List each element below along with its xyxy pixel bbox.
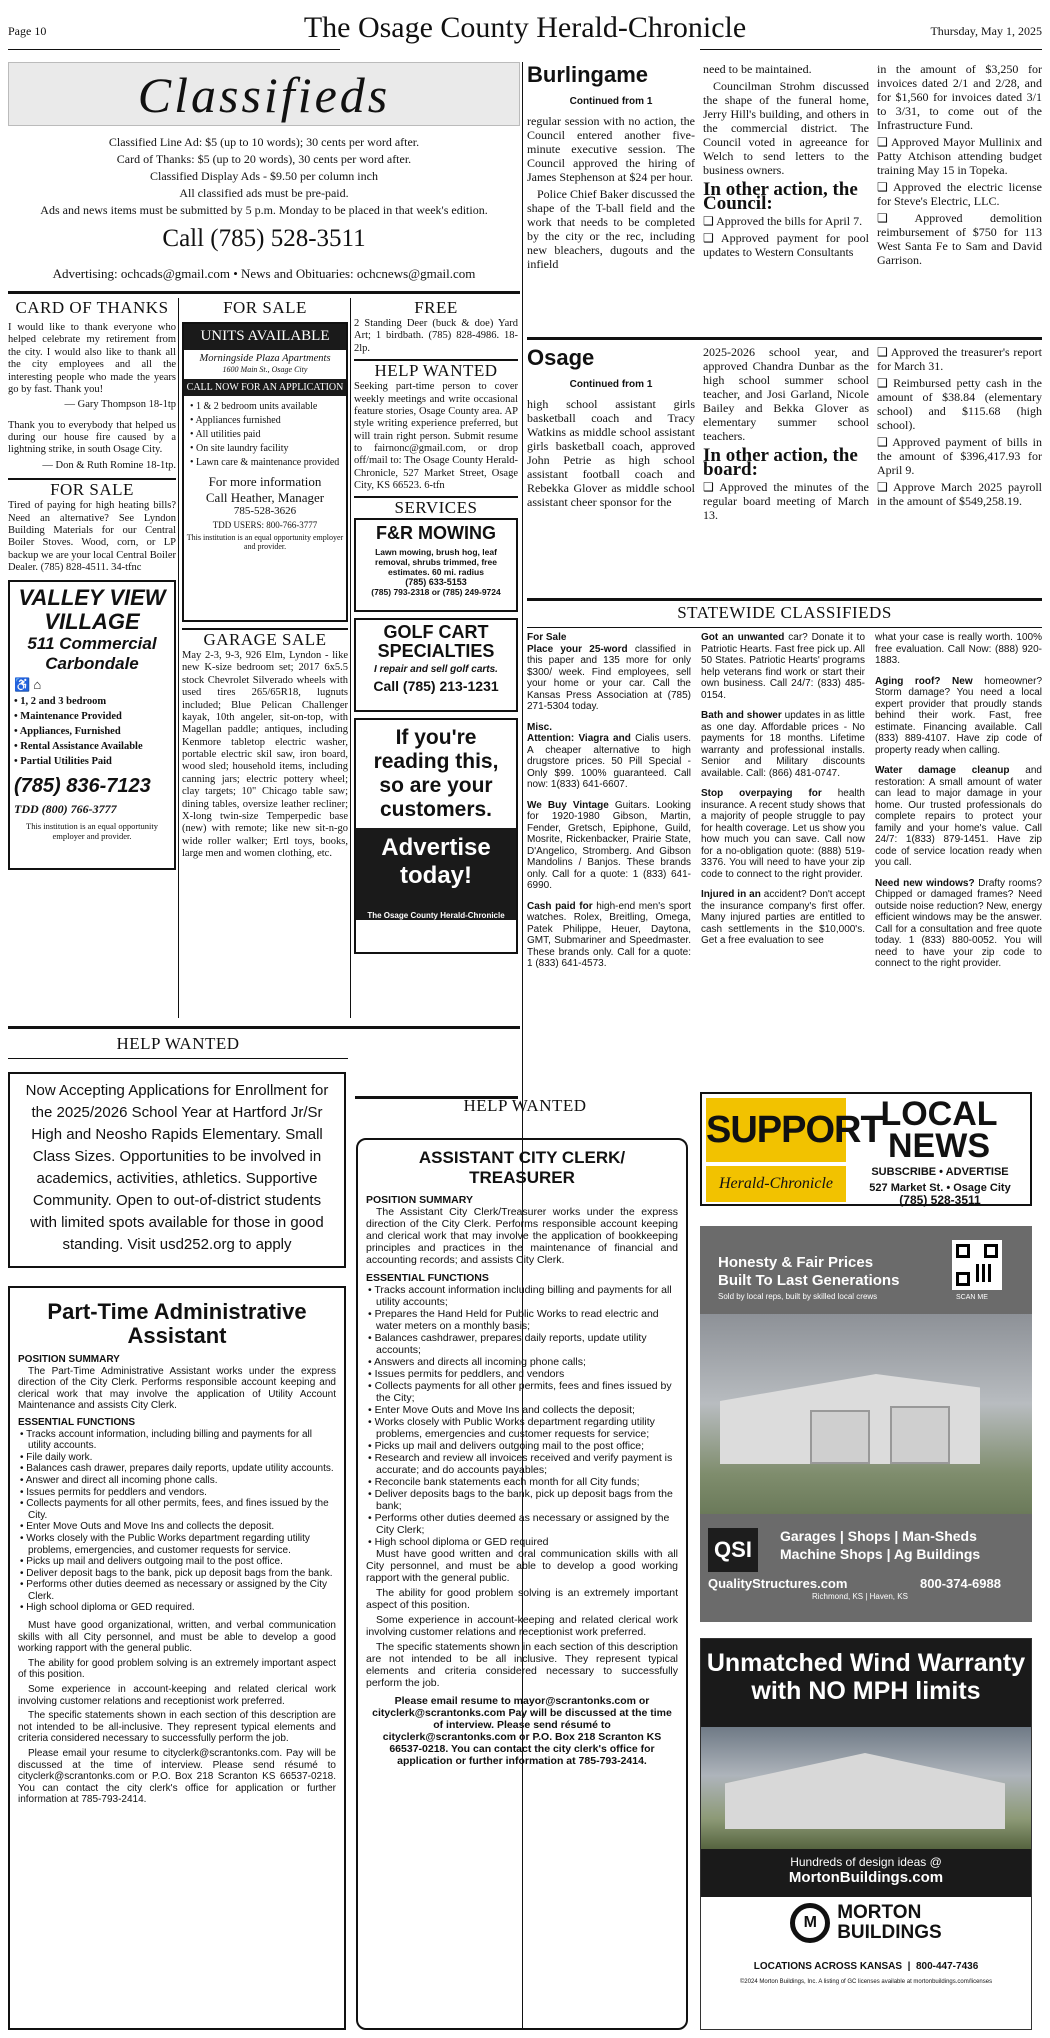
acc-p4: The specific statements shown in each section of this description are not intended to be all inclusive. They represent typical elements and criteria considered necessary to successfully perform the job.	[366, 1641, 678, 1689]
statewide-ad	[701, 710, 865, 779]
valley-item: • Partial Utilities Paid	[14, 755, 112, 767]
statewide-text: car? Donate it to Patriotic Hearts. Fast free pick up. All 50 States. Patriotic Hearts' programs help veterans find work or start their own business. Call 24/7: (833) 485-0154.	[701, 632, 866, 701]
school-enrollment-ad: Now Accepting Applications for Enrollment for the 2025/2026 School Year at Hartford Jr/Sr High and Neosho Rapids Elementary. Small Class Sizes. Opportunities to be involved in academics, activities, athletics. Supportive Community. Open to out-of-district students with limited spots available for those in good standing. Visit usd252.org to apply	[8, 1072, 346, 1268]
statewide-ad	[701, 788, 865, 880]
statewide-head: STATEWIDE CLASSIFIEDS	[677, 603, 892, 622]
barn-photo	[701, 1727, 1031, 1849]
continued: Continued from 1	[569, 378, 653, 390]
acc-functions	[366, 1284, 678, 1548]
part-time-admin-ad	[8, 1286, 346, 2030]
thanks-2: Thank you to everybody that helped us during our house fire caused by a lightning strike, in south Osage City.	[8, 419, 176, 456]
paper-title: The Osage County Herald-Chronicle	[303, 11, 747, 44]
osage-story	[527, 345, 1042, 590]
support-phone: (785) 528-3511	[899, 1193, 981, 1207]
advertise-ad	[354, 718, 518, 954]
unit-item: • All utilities paid	[190, 429, 261, 441]
morningside-ad	[182, 322, 348, 622]
advertise-hook: If you're reading this, so are your customers.	[373, 725, 499, 821]
morton-logo	[701, 1897, 1031, 1957]
burlingame-item: ❑ Approved the electric license for Steve's Electric, LLC.	[877, 180, 1042, 208]
function-item: • Performs other duties deemed as necessary or assigned by the City Clerk.	[20, 1579, 327, 1602]
morton-url: MortonBuildings.com	[788, 1869, 944, 1887]
statewide-lead: Injured in an	[701, 889, 761, 900]
other-action-head: In other action, the board:	[703, 445, 858, 480]
burlingame-story	[527, 62, 1042, 332]
qr-code-icon	[952, 1240, 1002, 1290]
continued: Continued from 1	[569, 95, 653, 107]
statewide-lead: Aging roof? New	[875, 675, 973, 687]
osage-item: ❑ Approve March 2025 payroll in the amount of $549,258.19.	[877, 480, 1042, 508]
valley-item: • Appliances, Furnished	[14, 725, 121, 737]
morningside-tdd: TDD USERS: 800-766-3777	[212, 519, 318, 530]
garage-head: GARAGE SALE	[203, 630, 327, 649]
acc-p1: Must have good written and oral communication skills with all City personnel, and must be able to develop a good working rapport with the general public.	[366, 1548, 678, 1584]
for-sale-head-2: FOR SALE	[223, 298, 307, 317]
function-item: • Picks up mail and delivers outgoing mail to the post office.	[20, 1556, 283, 1568]
pta-title: Part-Time Administrative Assistant	[47, 1299, 307, 1348]
function-item: • Issues permits for peddlers and vendors.	[20, 1486, 207, 1498]
manager: Call Heather, Manager	[205, 489, 325, 505]
function-item: • Research and review all invoices received and verify payment is accurate; and do accounts payables;	[368, 1452, 673, 1476]
morningside-foot: This institution is an equal opportunity employer and provider.	[186, 532, 344, 551]
classified-emails: Advertising: ochcads@gmail.com • News and Obituaries: ochcnews@gmail.com	[52, 266, 476, 281]
fr-mowing-ad	[354, 518, 518, 612]
function-item: • Issues permits for peddlers, and vendors	[368, 1368, 565, 1380]
qsi-ad	[700, 1226, 1032, 1622]
valley-tdd: TDD (800) 766-3777	[14, 802, 117, 817]
acc-title: ASSISTANT CITY CLERK/ TREASURER	[418, 1148, 626, 1187]
pta-p3: Some experience in account-keeping and related clerical work involving customer relations and receptionist work preferred.	[18, 1684, 336, 1707]
qsi-h1: Honesty & Fair Prices	[718, 1254, 874, 1271]
thanks-2-sig: — Don & Ruth Romine 18-1tp.	[42, 459, 176, 471]
morton-h1: Unmatched Wind Warranty	[706, 1649, 1026, 1677]
issue-date: Thursday, May 1, 2025	[930, 24, 1042, 38]
thanks-1: I would like to thank everyone who helped celebrate my retirement from the city. I would also like to thank all the city employees and all the interesting people who made the years go by fast. Thank you!	[8, 322, 176, 395]
rate-line-ad: Classified Line Ad: $5 (up to 10 words); 30 cents per word after.	[108, 135, 420, 149]
statewide-text: what your case is really worth. 100% free evaluation. Call Now: (888) 920-1883.	[875, 632, 1042, 666]
function-item: • Prepares the Hand Held for Public Works to read electric and water meters on a monthly basis;	[368, 1308, 659, 1332]
statewide-lead: Need new windows?	[875, 877, 975, 889]
pta-p5: Please email your resume to cityclerk@scrantonks.com. Pay will be discussed at the time of interview. Please send résumé to cityclerk@scrantonks.com or P.O. Box 218 Scranton KS 66537-0218. You can contact the city clerk's office for application or further information at 785-793-2414.	[18, 1748, 336, 1806]
statewide-lead: Place your 25-word	[527, 643, 628, 655]
function-item: • Works closely with Public Works department regarding utility problems, emergencies and customer requests for service;	[368, 1416, 655, 1440]
free-head: FREE	[414, 298, 458, 317]
qsi-loc: Richmond, KS | Haven, KS	[812, 1592, 908, 1601]
fr-title: F&R MOWING	[376, 522, 496, 543]
valley-view-ad	[8, 580, 176, 870]
scan-me: SCAN ME	[956, 1294, 988, 1301]
statewide-lead: Water damage cleanup	[875, 765, 1010, 776]
pta-ps: POSITION SUMMARY	[18, 1354, 120, 1365]
help-head-small: HELP WANTED	[374, 361, 498, 381]
valley-item: • Rental Assistance Available	[14, 740, 143, 752]
statewide-text: homeowner? Storm damage? You need a local expert provider that proudly stands behind their work. Fast, free estimate. Financing available. Call (833) 889-4107. Have zip code of property ready when calling.	[875, 675, 1043, 756]
unit-item: • Lawn care & maintenance provided	[190, 457, 340, 469]
help-head-mid: HELP WANTED	[463, 1096, 587, 1115]
help-head-left: HELP WANTED	[116, 1034, 240, 1053]
osage-head: Osage	[527, 345, 595, 370]
osage-item: ❑ Approved the minutes of the regular board meeting of March 13.	[703, 480, 869, 522]
function-item: • Works closely with the Public Works department regarding utility problems, emergencies, and customer requests for service.	[20, 1532, 310, 1556]
support-word: SUPPORT	[706, 1098, 846, 1162]
morton-loc: LOCATIONS ACROSS KANSAS	[753, 1961, 903, 1972]
unit-item: • On site laundry facility	[190, 443, 289, 455]
manager-phone: 785-528-3626	[233, 504, 297, 517]
valley-phone: (785) 836-7123	[14, 774, 151, 797]
subscribe: SUBSCRIBE • ADVERTISE	[871, 1166, 1009, 1178]
fr-phone: (785) 633-5153	[405, 576, 467, 587]
classified-phone: Call (785) 528-3511	[162, 225, 366, 252]
classifieds-header	[8, 62, 520, 296]
thanks-1-sig: — Gary Thompson 18-1tp	[64, 399, 176, 411]
fr-text: Lawn mowing, brush hog, leaf removal, shrubs trimmed, free estimates. 60 mi. radius	[375, 546, 497, 577]
morton-h2: with NO MPH limits	[751, 1677, 981, 1705]
function-item: • High school diploma or GED required.	[20, 1602, 195, 1614]
local-news-word: LOCAL NEWS	[880, 1095, 998, 1165]
qsi-h3: Sold by local reps, built by skilled local crews	[718, 1292, 878, 1301]
for-sale-head: FOR SALE	[50, 480, 134, 500]
other-action-head: In other action, the Council:	[703, 179, 858, 214]
rate-display: Classified Display Ads - $9.50 per column inch	[150, 169, 378, 183]
free-text: 2 Standing Deer (buck & doe) Yard Art; 1 birdbath. (785) 828-4986. 18-2lp.	[354, 318, 518, 354]
pta-p1: Must have good organizational, written, and verbal communication skills with all City personnel, and must be able to develop a good working rapport with the general public.	[18, 1620, 336, 1655]
statewide-ad	[875, 632, 1042, 667]
statewide-ad	[527, 800, 691, 892]
unit-item: • Appliances furnished	[190, 415, 281, 427]
statewide-text: and restoration: A small amount of water can lead to major damage in your home. Our trusted professionals do complete repairs to protect your family and your home's value. Call 24/7: 1(833) 879-1451. Have zip code of service location ready when you call.	[875, 765, 1042, 868]
morton-ideas: Hundreds of design ideas @	[790, 1855, 942, 1869]
qsi-h2: Built To Last Generations	[718, 1272, 900, 1289]
statewide-ad	[875, 878, 1042, 970]
rate-prepaid: All classified ads must be pre-paid.	[179, 186, 349, 200]
units-available: UNITS AVAILABLE	[184, 324, 346, 350]
burlingame-item: ❑ Approved Mayor Mullinix and Patty Atchison attending budget training May 15 in Topeka.	[877, 135, 1042, 177]
statewide-lead: Attention: Viagra and	[527, 733, 631, 744]
function-item: • High school diploma or GED required	[368, 1536, 549, 1548]
statewide-lead: Cash paid for	[527, 900, 593, 912]
garage-text: May 2-3, 9-3, 926 Elm, Lyndon - like new K-size bedroom set; 2017 6x5.5 stock Chevrolet Silverado wheels with used tires 265/65R18, lugnuts included; Blue Pelican Challenger kayak, 10th angeler, sit-on-top, with Magellan paddle; antiques, including Kenmore tabletop electric washer, portable electric skil saw, iron board, wood sled; household items, including canning jars; electric pottery wheel; clay targets; 10" Chicago table saw; dining tables, oversize leather recliner; X-long twin-size Temperpedic base (new) with remote; like new sit-n-go wide roller walker; Ertl toys, books, large men and women clothing, etc.	[182, 650, 348, 860]
qsi-l1: Garages | Shops | Man-Sheds	[780, 1528, 977, 1544]
paper-logo: Herald-Chronicle	[706, 1166, 846, 1202]
pta-functions	[18, 1429, 336, 1615]
statewide-ad	[527, 901, 691, 970]
statewide-text: classified in this paper and 135 more for only $300/ week. Find employees, sell your home or your car. Call the Kansas Press Association at (785) 271-5304 today.	[527, 643, 692, 712]
osage-item: ❑ Approved the treasurer's report for March 31.	[877, 345, 1042, 373]
function-item: • Balances cashdrawer, prepares daily reports, update utility accounts;	[368, 1332, 647, 1356]
morton-phone: 800-447-7436	[915, 1961, 979, 1972]
burlingame-p5: in the amount of $3,250 for invoices dated 2/1 and 2/28, and for $1,560 for invoices dated 3/1 to 3/31, to come out of the Infrastructure Fund.	[877, 62, 1042, 132]
function-item: • Picks up mail and delivers outgoing mail to the post office;	[368, 1440, 645, 1452]
valley-item: • Maintenance Provided	[14, 710, 122, 722]
statewide-text: Cialis users. A cheaper alternative to high drugstore prices. 50 Pill Special - Only $99. 100% guaranteed. Call now: 1(833) 641-6607.	[527, 733, 691, 790]
burlingame-p4: Councilman Strohm discussed the shape of the funeral home, Jerry Hill's building, and others in the commercial district. The Council voted in agreeance for Welch to send letters to the business owners.	[703, 79, 869, 177]
statewide-category: For Sale	[527, 632, 567, 643]
function-item: • Reconcile bank statements each month for all City funds;	[368, 1476, 640, 1488]
acc-ef: ESSENTIAL FUNCTIONS	[366, 1272, 489, 1284]
osage-item: ❑ Reimbursed petty cash in the amount of $38.84 (elementary school) and $115.68 (high school).	[877, 376, 1042, 432]
rates	[8, 134, 520, 219]
osage-p1: high school assistant girls basketball coach and Tracy Watkins as middle school assistant girls basketball coach, approved John Petrie as high school assistant football coach and Rebekka Glover as middle school assistant cheer sponsor for the	[527, 396, 695, 509]
masthead	[8, 10, 1042, 48]
call-now: CALL NOW FOR AN APPLICATION	[184, 379, 346, 397]
pta-ps-text: The Part-Time Administrative Assistant works under the express direction of the City Clerk. Performs responsible account keeping and clerical work that may involve the application of Utility Account Maintenance and assists City Clerk.	[18, 1365, 336, 1412]
advertise-footer: The Osage County Herald-Chronicle	[367, 910, 505, 920]
golf-cart-ad	[354, 618, 518, 712]
statewide-text: Drafty rooms? Chipped or damaged frames? Need outside noise reduction? New, energy efficient windows may be the answer. Call for a consultation and free quote today. 1 (833) 880-0052. You will need to have your zip code to connect to the right provider.	[875, 877, 1042, 969]
function-item: • Deliver deposits bags to the bank, pick up deposit bags from the bank;	[368, 1488, 673, 1512]
assistant-clerk-ad	[356, 1138, 688, 2030]
fr-phone2: (785) 793-2318 or (785) 249-9724	[371, 587, 501, 598]
function-item: • Collects payments for all other permits, fees and fines issued by the City;	[368, 1380, 672, 1404]
function-item: • Answers and directs all incoming phone calls;	[368, 1356, 586, 1368]
services-head: SERVICES	[394, 497, 478, 517]
statewide-ad	[527, 722, 691, 791]
function-item: • Enter Move Outs and Move Ins and collects the deposit.	[20, 1521, 275, 1533]
support-local-news-ad	[700, 1092, 1032, 1206]
function-item: • Collects payments for all other permits, fees, and fines issued by the City.	[20, 1498, 329, 1521]
qsi-url: QualityStructures.com	[708, 1576, 848, 1591]
function-item: • File daily work.	[20, 1451, 93, 1463]
function-item: • Answer and direct all incoming phone calls.	[20, 1474, 218, 1486]
garage-photo	[700, 1314, 1032, 1514]
function-item: • Tracks account information including billing and payments for all utility accounts;	[368, 1284, 672, 1308]
morton-ad: Unmatched Wind Warranty with NO MPH limits Hundreds of design ideas @ MortonBuildings.com M MORTON BUILDINGS LOCATIONS ACROSS KANSAS | 800-447-7436 ©2024 Morton Buildings, Inc. A listing of GC licenses available at mortonbuildings.com/licenses	[700, 1638, 1032, 2030]
help-small-text: Seeking part-time person to cover weekly meetings and write occasional feature stories, Osage County area. AP style writing experience preferred, but will train right person. Submit resume to fairnonc@gmail.com, or drop off/mail to: The Osage County Herald-Chronicle, 527 Market Street, Osage City, KS 66523. 6-tfn	[354, 381, 518, 492]
burlingame-item: ❑ Approved the bills for April 7.	[703, 214, 863, 228]
statewide-text: health insurance. A recent study shows that a majority of people struggle to pay for health coverage. Let us show you how much you can save. Call now for a no-obligation quote: (888) 519-3376. You will need to have your zip code to connect to the right provider.	[701, 788, 865, 880]
burlingame-head: Burlingame	[527, 62, 649, 87]
morton-logo-1: MORTON	[837, 1902, 922, 1923]
acc-ps-text: The Assistant City Clerk/Treasurer works under the express direction of the City Clerk. Performs responsible account keeping and clerical work that may involve the application of bookkeeping principles and practices in the maintenance of financial and accounting records; and assists City Clerk.	[366, 1206, 678, 1266]
qsi-logo: QSI	[708, 1528, 758, 1572]
qsi-l2: Machine Shops | Ag Buildings	[780, 1546, 981, 1562]
acc-p2: The ability for good problem solving is an extremely important aspect of this position.	[366, 1587, 678, 1611]
statewide-category: Misc.	[527, 721, 553, 733]
osage-p2: 2025-2026 school year, and approved Chandra Dunbar as the high school summer school teacher, and Josi Garland, Nicole Bailey and Bekka Glover as elementary summer school teachers.	[703, 345, 869, 443]
morningside-name: Morningside Plaza Apartments	[199, 352, 331, 364]
osage-item: ❑ Approved payment of bills in the amount of $396,417.93 for April 9.	[877, 435, 1042, 477]
valley-name: VALLEY VIEW VILLAGE	[18, 585, 166, 635]
morton-fine: ©2024 Morton Buildings, Inc. A listing of GC licenses available at mortonbuildings.com/licenses	[739, 1978, 993, 1985]
statewide-ad	[701, 889, 865, 947]
statewide-text: Guitars. Looking for 1920-1980 Gibson, Martin, Fender, Gretsch, Epiphone, Guild, Mosrite, Rickenbacker, Prairie State, D'Angelico, Stromberg. And Gibson Mandolins / Banjos. These brands only. Call for a quote: 1 (833) 641-6990.	[527, 799, 691, 891]
valley-item: • 1, 2 and 3 bedroom	[14, 695, 107, 707]
statewide-ad	[875, 765, 1042, 869]
burlingame-item: ❑ Approved demolition reimbursement of $750 for 113 West Santa Fe to Sam and David Garrison.	[877, 211, 1042, 267]
unit-item: • 1 & 2 bedroom units available	[190, 401, 318, 413]
page-number: Page 10	[8, 24, 47, 38]
acc-ps: POSITION SUMMARY	[366, 1194, 473, 1206]
rate-card-thanks: Card of Thanks: $5 (up to 20 words), 30 cents per word after.	[116, 152, 412, 166]
acc-p3: Some experience in account-keeping and related clerical work involving customer relations and receptionist work preferred.	[366, 1614, 678, 1638]
function-item: • Tracks account information, including billing and payments for all utility accounts.	[20, 1428, 312, 1452]
burlingame-item: ❑ Approved payment for pool updates to Western Consultants	[703, 231, 869, 259]
morton-headline	[701, 1639, 1031, 1727]
gc-phone: Call (785) 213-1231	[373, 678, 499, 695]
statewide-ad	[875, 676, 1042, 757]
acc-p5: Please email resume to mayor@scrantonks.com or cityclerk@scrantonks.com Pay will be discussed at the time of interview. Please send résumé to cityclerk@scrantonks.com or P.O. Box 218 Scranton KS 66537-0218. You can contact the city clerk's office for application or further information at 785-793-2414.	[372, 1695, 672, 1767]
statewide-ad	[701, 632, 865, 701]
statewide-text: accident? Don't accept the insurance company's first offer. Many injured parties are entitled to cash settlements in the $10,000's. Get a free evaluation to see	[701, 889, 865, 946]
rate-deadline: Ads and news items must be submitted by 5 p.m. Monday to be placed in that week's edition.	[40, 203, 488, 217]
col-1	[8, 298, 176, 1022]
card-thanks-head: CARD OF THANKS	[15, 298, 169, 317]
pta-p4: The specific statements shown in each section of this description are not intended to be all-inclusive. They represent typical elements and criteria considered necessary to successfully perform the job.	[18, 1710, 336, 1745]
col-3	[354, 298, 518, 1078]
pta-p2: The ability for good problem solving is an extremely important aspect of this position.	[18, 1657, 336, 1681]
statewide-ads	[527, 632, 1042, 1072]
gc-title: GOLF CART SPECIALTIES	[377, 621, 495, 661]
valley-addr: 511 Commercial Carbondale	[27, 634, 157, 674]
morton-logo-2: BUILDINGS	[837, 1922, 942, 1943]
function-item: • Performs other duties deemed as necessary or assigned by the City Clerk;	[368, 1512, 670, 1536]
function-item: • Balances cash drawer, prepares daily reports, update utility accounts.	[20, 1463, 334, 1475]
burlingame-p2: Police Chief Baker discussed the shape of the T-ball field and the work that needs to be completed by the city or the rec, including new bleachers, dugouts and the infield	[527, 186, 695, 271]
boiler-ad: Tired of paying for high heating bills? Need an alternative? See Lyndon Building Materials for our Central Boiler Stoves. Wood, corn, or LP backup we are your local Central Boiler Dealer. (785) 828-4511. 34-tfnc	[8, 500, 176, 574]
statewide-text: updates in as little as one day. Affordable prices - No payments for 18 months. Lifetime warranty and professional installs. Senior and Military discounts available. Call: (866) 481-0747.	[701, 710, 865, 779]
more-info: For more information	[208, 474, 322, 490]
pta-ef: ESSENTIAL FUNCTIONS	[18, 1416, 136, 1428]
statewide-lead: Bath and shower	[701, 710, 782, 721]
morton-m-icon: M	[790, 1903, 830, 1943]
gc-text: I repair and sell golf carts.	[374, 663, 498, 675]
function-item: • Enter Move Outs and Move Ins and collects the deposit;	[368, 1404, 635, 1416]
accessibility-icon: ♿ ⌂	[14, 676, 42, 692]
burlingame-p3: need to be maintained.	[703, 62, 812, 76]
statewide-text: high-end men's sport watches. Rolex, Breitling, Omega, Patek Philippe, Heuer, Daytona, GMT, Submariner and Speedmaster. These brands only. Call for a quote: 1 (833) 641-4573.	[527, 900, 691, 969]
statewide-lead: Got an unwanted	[701, 632, 785, 643]
statewide-ad	[527, 632, 691, 713]
classifieds-banner: Classifieds	[8, 62, 520, 126]
qsi-phone: 800-374-6988	[920, 1576, 1001, 1591]
statewide-lead: We Buy Vintage	[527, 799, 609, 811]
support-addr: 527 Market St. • Osage City	[869, 1182, 1011, 1194]
col-2	[182, 298, 348, 1022]
valley-foot: This institution is an equal opportunity employer and provider.	[26, 820, 158, 841]
morningside-addr: 1600 Main St., Osage City	[222, 365, 308, 375]
function-item: • Deliver deposit bags to the bank, pick up deposit bags from the bank.	[20, 1567, 333, 1579]
advertise-today: Advertise today! The Osage County Herald-Chronicle	[356, 828, 516, 920]
burlingame-p1: regular session with no action, the Council entered another five-minute executive session. The Council approved the hiring of James Stephenson at $24 per hour.	[527, 113, 695, 184]
statewide-lead: Stop overpaying for	[701, 788, 822, 799]
morton-ideas-bar	[701, 1849, 1031, 1897]
